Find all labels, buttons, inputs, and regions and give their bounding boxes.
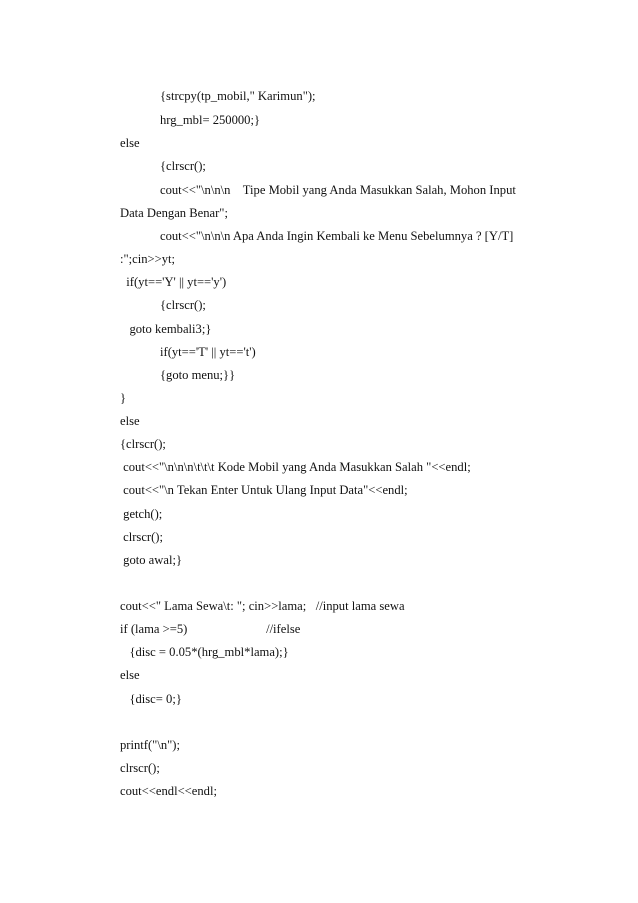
code-line-29: cout<<endl<<endl; xyxy=(120,784,217,798)
code-line-13: {goto menu;}} xyxy=(160,368,236,382)
code-line-16: {clrscr(); xyxy=(120,437,166,451)
code-line-17: cout<<"\n\n\n\t\t\t Kode Mobil yang Anda Masukkan Salah "<<endl; xyxy=(120,460,471,474)
code-line-15: else xyxy=(120,414,140,428)
code-line-20: clrscr(); xyxy=(120,530,164,544)
code-line-7: cout<<"\n\n\n Apa Anda Ingin Kembali ke Menu Sebelumnya ? [Y/T] xyxy=(160,229,514,243)
code-line-28: clrscr(); xyxy=(120,761,160,775)
code-line-5: cout<<"\n\n\n Tipe Mobil yang Anda Masukkan Salah, Mohon Input xyxy=(160,183,516,197)
code-line-4: {clrscr(); xyxy=(160,159,206,173)
code-line-24: {disc = 0.05*(hrg_mbl*lama);} xyxy=(120,645,289,659)
code-line-12: if(yt=='T' || yt=='t') xyxy=(160,345,256,359)
code-line-2: hrg_mbl= 250000;} xyxy=(160,113,261,127)
code-line-10: {clrscr(); xyxy=(160,298,206,312)
code-line-14: } xyxy=(120,391,127,405)
code-line-6: Data Dengan Benar"; xyxy=(120,206,228,220)
code-line-1: {strcpy(tp_mobil," Karimun"); xyxy=(160,89,316,103)
code-line-21: goto awal;} xyxy=(120,553,183,567)
code-line-9: if(yt=='Y' || yt=='y') xyxy=(120,275,227,289)
code-line-11: goto kembali3;} xyxy=(120,322,212,336)
code-line-8: :";cin>>yt; xyxy=(120,252,176,266)
code-line-26: {disc= 0;} xyxy=(120,692,182,706)
code-line-25: else xyxy=(120,668,140,682)
code-line-27: printf("\n"); xyxy=(120,738,180,752)
code-line-22: cout<<" Lama Sewa\t: "; cin>>lama; //input lama sewa xyxy=(120,599,405,613)
code-line-19: getch(); xyxy=(120,507,163,521)
code-line-3: else xyxy=(120,136,140,150)
code-line-18: cout<<"\n Tekan Enter Untuk Ulang Input Data"<<endl; xyxy=(120,483,408,497)
code-line-23: if (lama >=5) //ifelse xyxy=(120,622,301,636)
